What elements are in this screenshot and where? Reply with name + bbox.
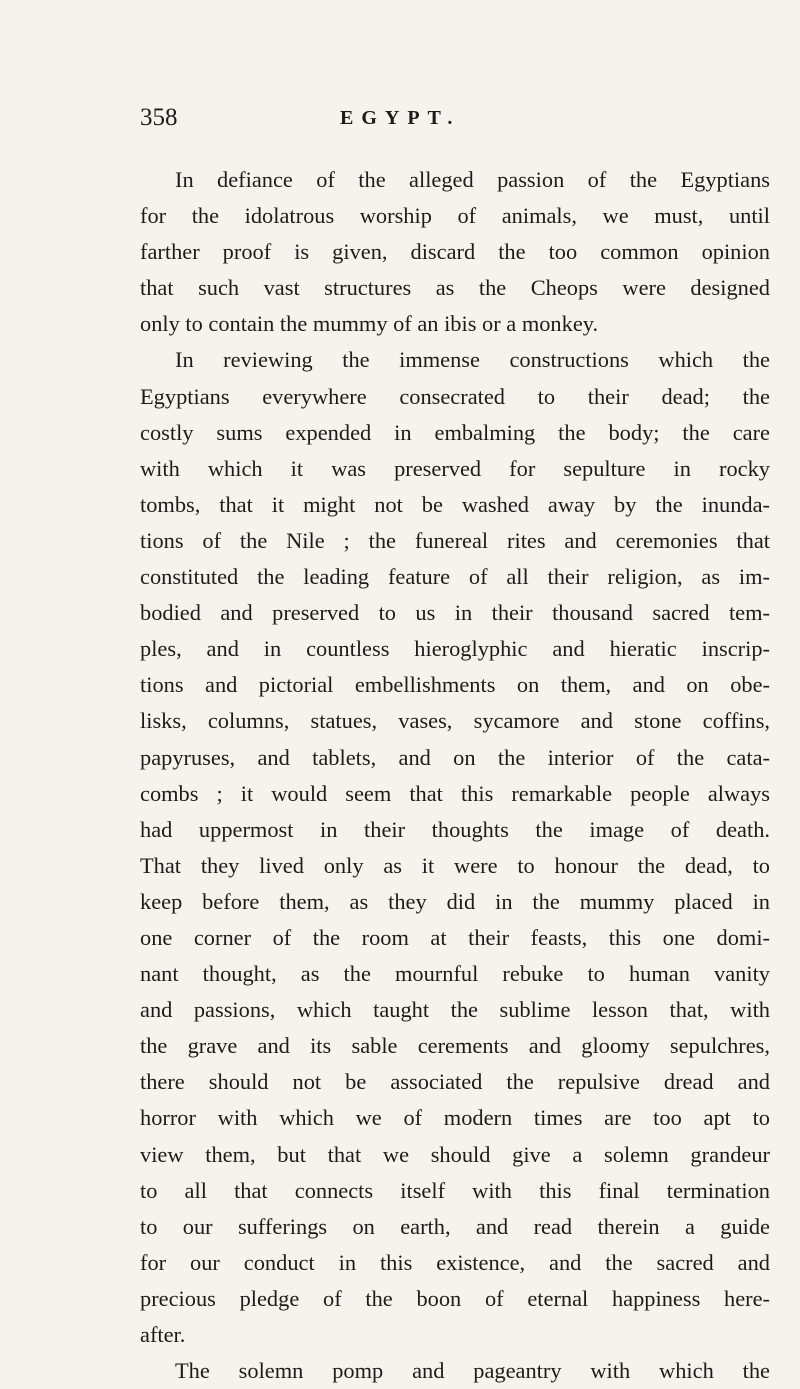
text-line: ples, and in countless hieroglyphic and hieratic inscrip-: [140, 636, 770, 662]
text-line: precious pledge of the boon of eternal happiness here-: [140, 1285, 770, 1311]
text-line: bodied and preserved to us in their thousand sacred tem-: [140, 600, 770, 626]
text-line: only to contain the mummy of an ibis or a monkey.: [140, 311, 599, 337]
text-line: for the idolatrous worship of animals, we must, until: [140, 203, 770, 229]
text-line: that such vast structures as the Cheops were designed: [140, 275, 770, 301]
text-line: combs ; it would seem that this remarkable people always: [140, 780, 770, 806]
text-line: lisks, columns, statues, vases, sycamore and stone coffins,: [140, 708, 770, 734]
body-text: [140, 162, 770, 1389]
text-line: the grave and its sable cerements and gloomy sepulchres,: [140, 1033, 770, 1059]
text-line: constituted the leading feature of all their religion, as im-: [140, 564, 770, 590]
text-line: tions of the Nile ; the funereal rites and ceremonies that: [140, 527, 770, 553]
text-line: one corner of the room at their feasts, this one domi-: [140, 924, 770, 950]
text-line: tions and pictorial embellishments on them, and on obe-: [140, 672, 770, 698]
text-line: had uppermost in their thoughts the image of death.: [140, 816, 770, 842]
text-line: there should not be associated the repulsive dread and: [140, 1069, 770, 1095]
text-line: papyruses, and tablets, and on the interior of the cata-: [140, 744, 770, 770]
text-line: horror with which we of modern times are too apt to: [140, 1105, 770, 1131]
text-line: That they lived only as it were to honour the dead, to: [140, 852, 770, 878]
text-line: for our conduct in this existence, and the sacred and: [140, 1249, 770, 1275]
text-line: The solemn pomp and pageantry with which the: [175, 1358, 770, 1384]
text-line: to all that connects itself with this final termination: [140, 1177, 770, 1203]
page-number: 358: [140, 104, 178, 131]
text-line: Egyptians everywhere consecrated to their dead; the: [140, 383, 770, 409]
text-line: costly sums expended in embalming the body; the care: [140, 419, 770, 445]
text-line: In defiance of the alleged passion of the Egyptians: [175, 167, 770, 192]
text-line: keep before them, as they did in the mummy placed in: [140, 888, 770, 914]
text-line: with which it was preserved for sepulture in rocky: [140, 455, 770, 481]
running-title: EGYPT.: [340, 107, 461, 129]
text-line: to our sufferings on earth, and read therein a guide: [140, 1213, 770, 1239]
text-line: farther proof is given, discard the too common opinion: [140, 239, 770, 265]
text-line: nant thought, as the mournful rebuke to human vanity: [140, 961, 770, 987]
running-head: [140, 98, 770, 138]
text-line: view them, but that we should give a solemn grandeur: [140, 1141, 770, 1167]
text-line: tombs, that it might not be washed away by the inunda-: [140, 491, 770, 517]
text-line: In reviewing the immense constructions which the: [175, 347, 770, 373]
text-line: and passions, which taught the sublime lesson that, with: [140, 997, 770, 1023]
text-line: after.: [140, 1322, 186, 1347]
